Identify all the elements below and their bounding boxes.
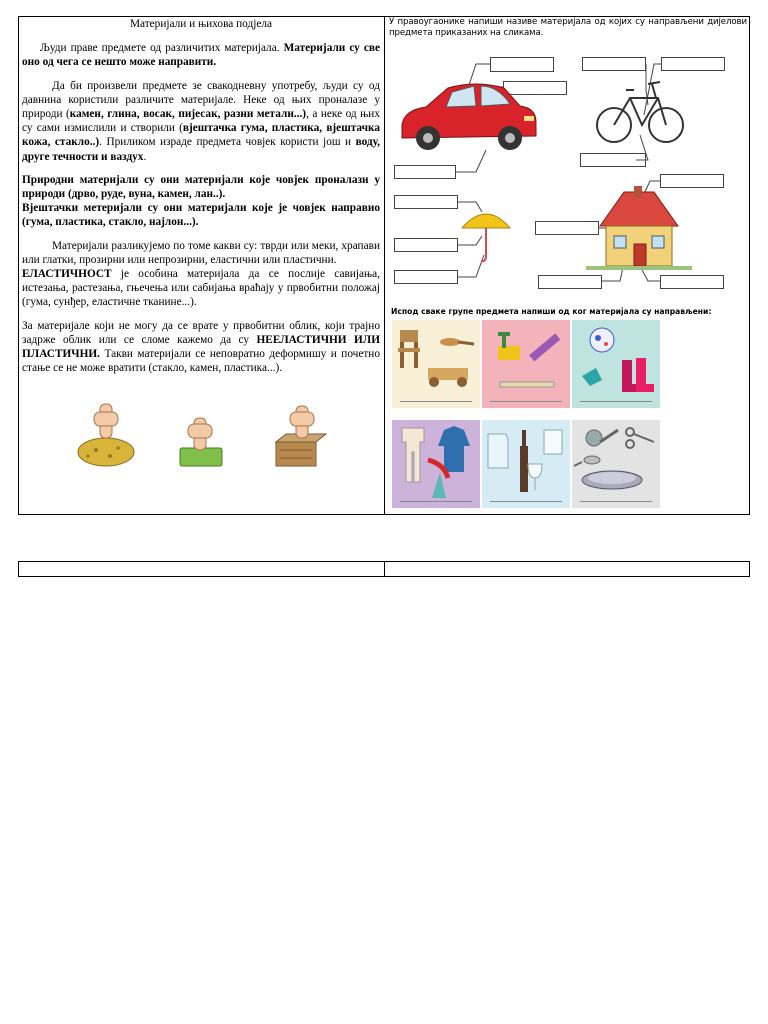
tile-wood-objects [392,320,480,408]
answer-line[interactable] [580,501,652,502]
wood-pressed-image [276,406,326,466]
answer-line[interactable] [490,501,562,502]
bottom-table-divider [384,561,385,577]
tile-fabric-objects [392,420,480,508]
answer-line[interactable] [400,501,472,502]
eraser-pressed-image [180,418,222,466]
answer-line[interactable] [490,401,562,402]
column-divider [384,16,385,515]
paragraph-intro: Људи праве предмете од различитих материјала. Материјали су све оно од чега се нешто може направити. [22,42,380,69]
tile-glass-objects [482,420,570,508]
page-title: Материјали и њихова подјела [129,18,273,30]
definition-artificial: Вјештачки метеријали су они материјали које је човјек направио (гума, пластика, стакло, најлон...). [22,202,380,229]
paragraph-materials-use: Да би произвели предмете зе свакодневну употребу, људи су од давнина користили различите материјале. Неке од њих проналазе у природи (камен, глина, восак, пијесак, разни метали...), а неке од њих су сами измислили и створили (вјештачка гума, пластика, вјештачка кожа, стакло..). Приликом израде предмета човјек користи још и воду, друге течности и ваздух. [22,79,380,163]
exercise-instruction-2: Испод сваке групе предмета напиши од ког материјала су направљени: [391,307,712,316]
definition-plastic: За материјале који не могу да се врате у првобитни облик, који трајно задрже облик или се сломе кажемо да су НЕЕЛАСТИЧНИ ИЛИ ПЛАСТИЧНИ. Такви материјали се неповратно деформишу и почетно стање се не може вратити (стакло, камен, пластика...). [22,319,381,375]
sponge-pressed-image [78,404,134,466]
answer-line[interactable] [400,401,472,402]
definition-elasticity: ЕЛАСТИЧНОСТ је особина материјала да се послије савијања, истезања, растезања, гњечења или сабијања враћају у првобитни положај (гума, сунђер, еластичне тканине...). [22,268,380,309]
car-image [402,84,536,150]
bicycle-image [597,82,683,142]
labeling-illustrations [386,50,748,300]
tile-metal-objects [572,420,660,508]
definition-natural: Природни материјали су они материјали које човјек проналази у природи (дрво, руде, вуна, камен, лан..). [22,173,380,201]
answer-line[interactable] [580,401,652,402]
left-column [22,17,380,375]
paragraph-properties: Материјали разликујемо по томе какви су: тврди или меки, храпави или глатки, прозирни или непрозирни, еластични или пластични. [22,239,380,266]
exercise-instruction-1: У правоугаонике напиши називе материјала од којих су направљени дијелови предмета приказаних на сликама. [389,17,747,38]
tile-plastic-objects [482,320,570,408]
umbrella-image [462,214,510,261]
right-column [389,17,747,39]
tile-rubber-objects [572,320,660,408]
elasticity-illustration [70,398,340,474]
